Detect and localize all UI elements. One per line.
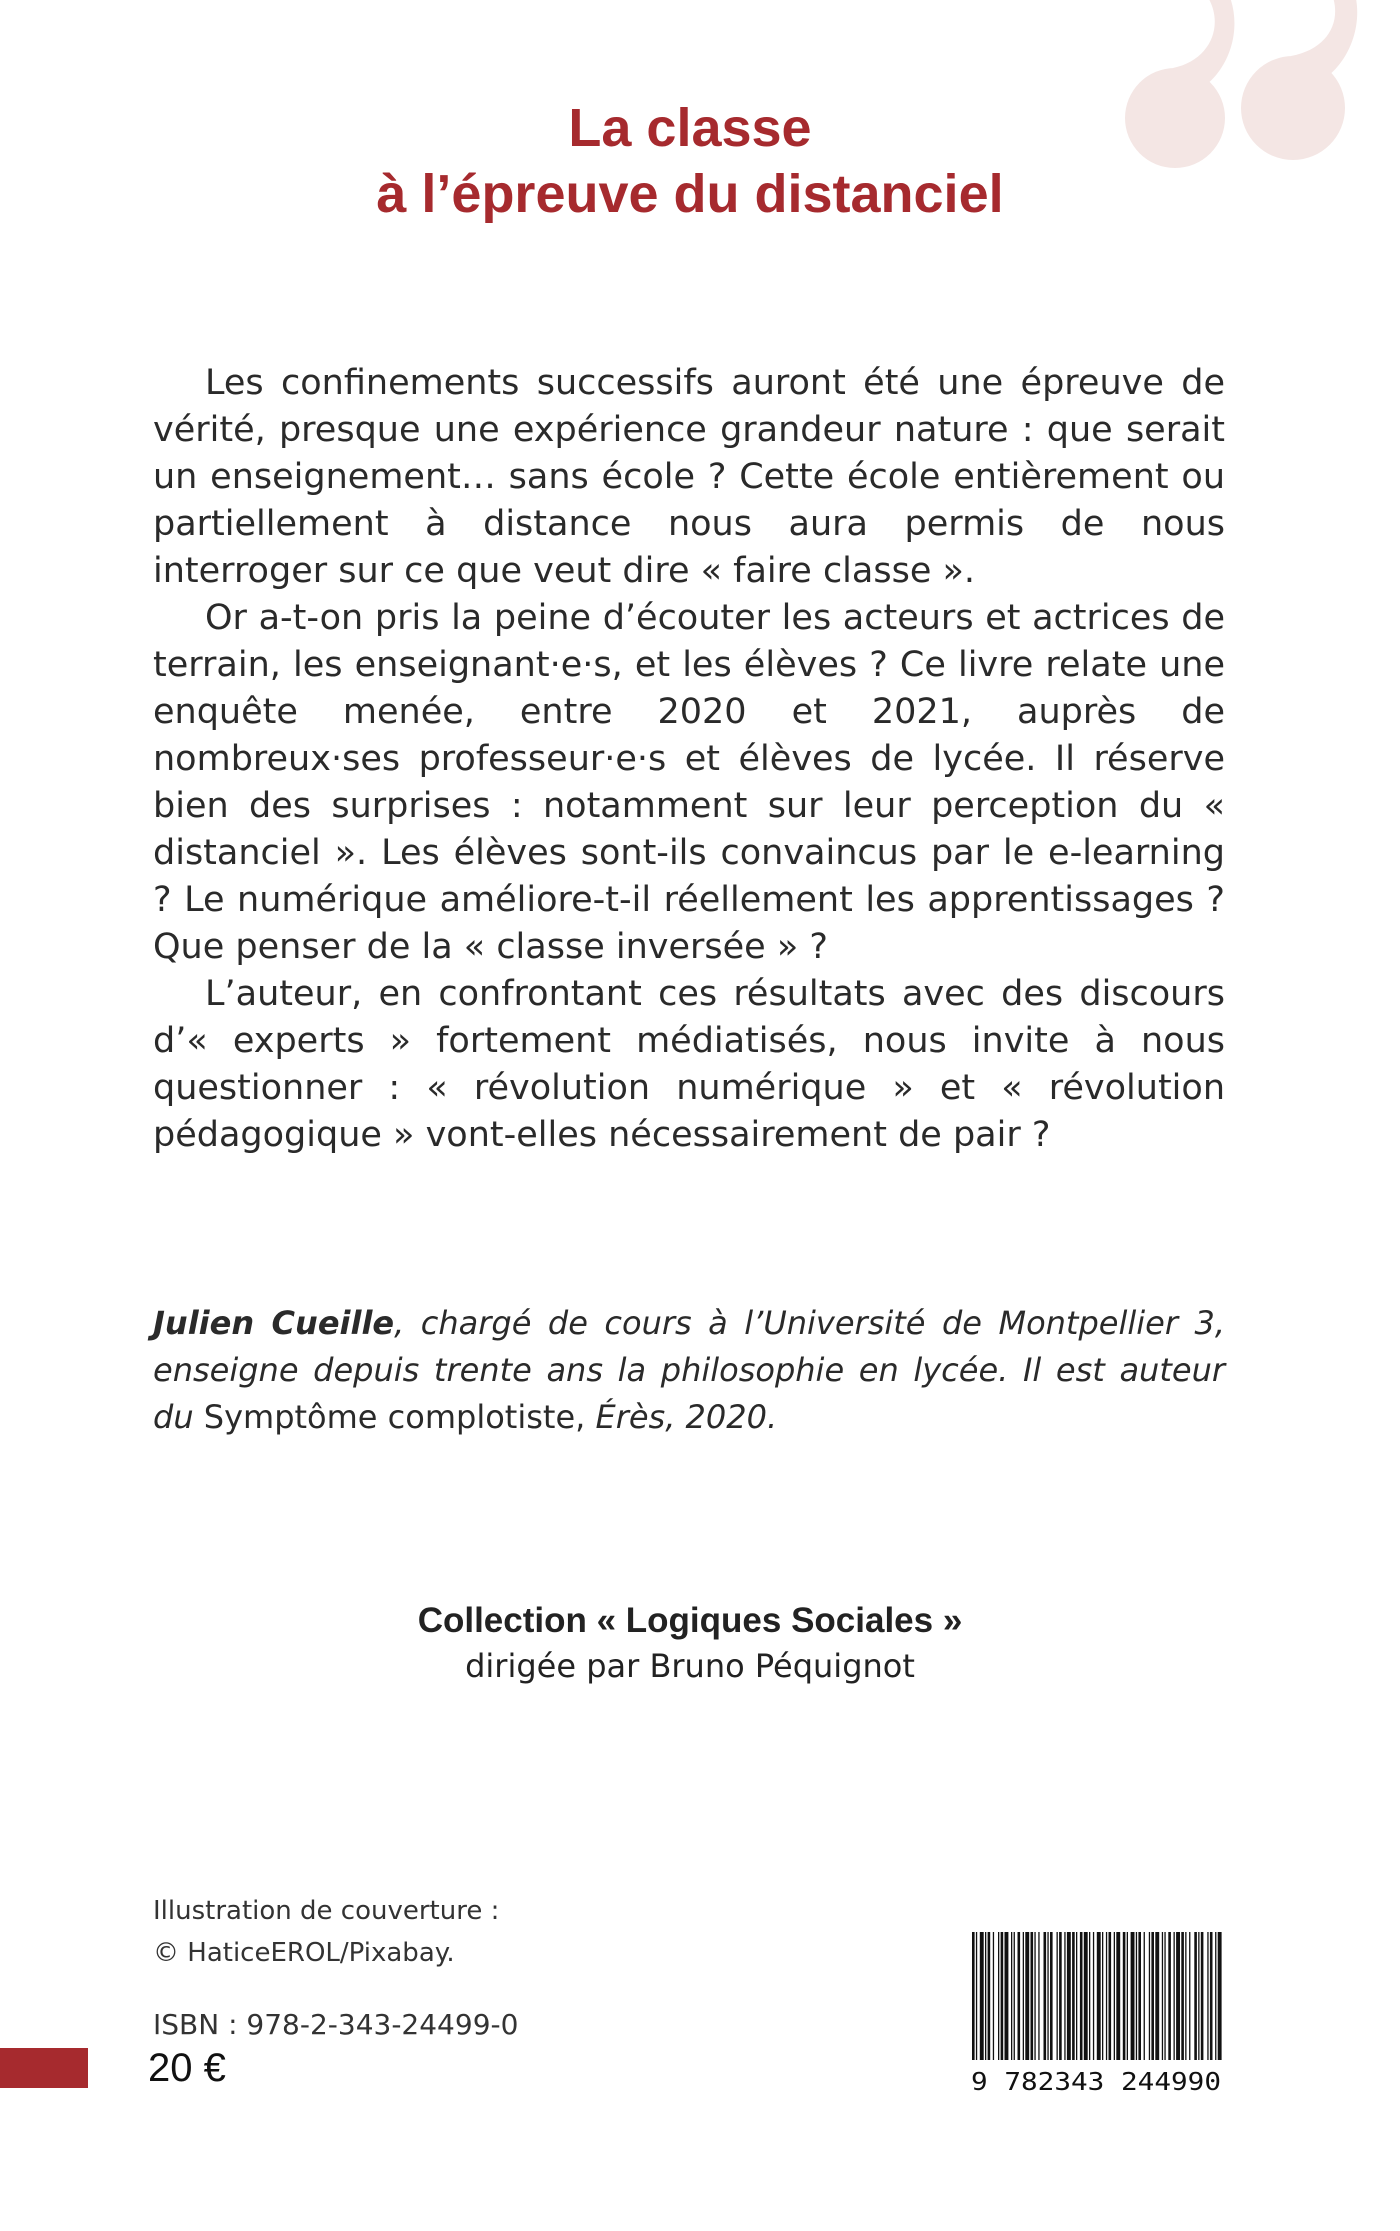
blurb-paragraph-1: Les confinements successifs auront été une épreuve de vérité, presque une expérience grandeur nature : que serait un enseignement… sans école ? Cette école entièrement ou partiellement à distance nous aura permis de nous interroger sur ce que veut dire « faire classe ». <box>153 363 1225 591</box>
barcode-bar <box>976 1932 977 2060</box>
barcode-bar <box>1084 1932 1088 2060</box>
barcode-bar <box>1059 1932 1062 2060</box>
barcode-bar <box>1114 1932 1115 2060</box>
barcode-bar <box>1174 1932 1175 2060</box>
barcode-bar <box>1136 1932 1137 2060</box>
barcode-bar <box>1102 1932 1103 2060</box>
barcode-bar <box>1018 1932 1021 2060</box>
barcode-bar <box>1011 1932 1012 2060</box>
barcode-bar <box>1057 1932 1058 2060</box>
barcode-bar <box>1162 1932 1163 2060</box>
cover-credit-line-2: © HaticeEROL/Pixabay. <box>153 1938 455 1968</box>
barcode-bar <box>1155 1932 1159 2060</box>
cover-credit <box>153 1890 499 1974</box>
isbn: ISBN : 978-2-343-24499-0 <box>153 2008 519 2041</box>
author-bio-text: , chargé de cours à l’Université de Montpellier 3, enseigne depuis trente ans la philosophie en lycée. Il est auteur du <box>153 1304 1226 1436</box>
author-publisher: Érès, 2020. <box>595 1398 778 1436</box>
barcode-bar <box>1047 1932 1048 2060</box>
barcode-bar <box>1215 1932 1216 2060</box>
author-previous-book: Symptôme complotiste, <box>203 1398 596 1436</box>
barcode-bar <box>1050 1932 1053 2060</box>
barcode-bar <box>1210 1932 1213 2060</box>
barcode-bar <box>1014 1932 1015 2060</box>
barcode-bar <box>998 1932 999 2060</box>
barcode-bar <box>1144 1932 1145 2060</box>
barcode-bar <box>1189 1932 1190 2060</box>
barcode-bar <box>985 1932 986 2060</box>
barcode-bar <box>1109 1932 1112 2060</box>
barcode-bar <box>1034 1932 1035 2060</box>
barcode-bar <box>1149 1932 1150 2060</box>
barcode-bar <box>1123 1932 1126 2060</box>
barcode-bar <box>1106 1932 1107 2060</box>
barcode-bar <box>980 1932 984 2060</box>
barcode-bar <box>1207 1932 1208 2060</box>
barcode-bar <box>1164 1932 1165 2060</box>
barcode-bar <box>1218 1932 1222 2060</box>
barcode-bar <box>1097 1932 1101 2060</box>
barcode-bar <box>1181 1932 1184 2060</box>
author-name: Julien Cueille <box>153 1304 395 1342</box>
barcode-bar <box>1151 1932 1154 2060</box>
barcode <box>962 1928 1230 2098</box>
barcode-bar <box>1064 1932 1065 2060</box>
barcode-bar <box>1198 1932 1199 2060</box>
barcode-bar <box>1072 1932 1075 2060</box>
barcode-bar <box>1194 1932 1197 2060</box>
price-accent-bar <box>0 2048 88 2088</box>
barcode-bar <box>1201 1932 1204 2060</box>
cover-credit-line-1: Illustration de couverture : <box>153 1896 500 1926</box>
barcode-bar <box>1023 1932 1024 2060</box>
barcode-bar <box>1076 1932 1077 2060</box>
title-line-2: à l’épreuve du distanciel <box>376 164 1004 224</box>
barcode-bar <box>1025 1932 1029 2060</box>
barcode-bar <box>988 1932 991 2060</box>
barcode-bar <box>1138 1932 1141 2060</box>
barcode-bar <box>1093 1932 1094 2060</box>
barcode-bar <box>1168 1932 1171 2060</box>
barcode-bar <box>1001 1932 1004 2060</box>
barcode-bar <box>1089 1932 1090 2060</box>
barcode-bar <box>1185 1932 1186 2060</box>
barcode-bar <box>1031 1932 1034 2060</box>
barcode-bar <box>1127 1932 1128 2060</box>
barcode-bar <box>972 1932 975 2060</box>
blurb-paragraph-2: Or a-t-on pris la peine d’écouter les acteurs et actrices de terrain, les enseignant·e·s, et les élèves ? Ce livre relate une enquête menée, entre 2020 et 2021, auprès de nombreux·ses professeur·e·s et élèves de lycée. Il réserve bien des surprises : notamment sur leur perception du « distanciel ». Les élèves sont-ils convaincus par le e-learning ? Le numérique améliore-t-il réellement les apprentissages ? Que penser de la « classe inversée » ? <box>153 598 1225 967</box>
barcode-bar <box>1080 1932 1083 2060</box>
barcode-bar <box>1131 1932 1135 2060</box>
back-cover-blurb <box>153 360 1225 1159</box>
barcode-bar <box>993 1932 994 2060</box>
collection-director: dirigée par Bruno Péquignot <box>465 1647 915 1685</box>
book-title <box>0 95 1380 227</box>
barcode-digits: 9 782343 244990 <box>971 2067 1221 2096</box>
barcode-bar <box>1116 1932 1120 2060</box>
barcode-bar <box>1038 1932 1039 2060</box>
collection-name: Collection « Logiques Sociales » <box>417 1601 963 1640</box>
collection-info <box>0 1598 1380 1688</box>
barcode-bar <box>1005 1932 1009 2060</box>
barcode-bar <box>1067 1932 1071 2060</box>
blurb-paragraph-3: L’auteur, en confrontant ces résultats avec des discours d’« experts » fortement médiatisés, nous invite à nous questionner : « révolution numérique » et « révolution pédagogique » vont-elles nécessairement de pair ? <box>153 974 1225 1155</box>
price: 20 € <box>148 2046 226 2090</box>
author-bio <box>153 1300 1225 1441</box>
barcode-bar <box>1044 1932 1047 2060</box>
title-line-1: La classe <box>568 98 812 158</box>
barcode-bar <box>1176 1932 1180 2060</box>
